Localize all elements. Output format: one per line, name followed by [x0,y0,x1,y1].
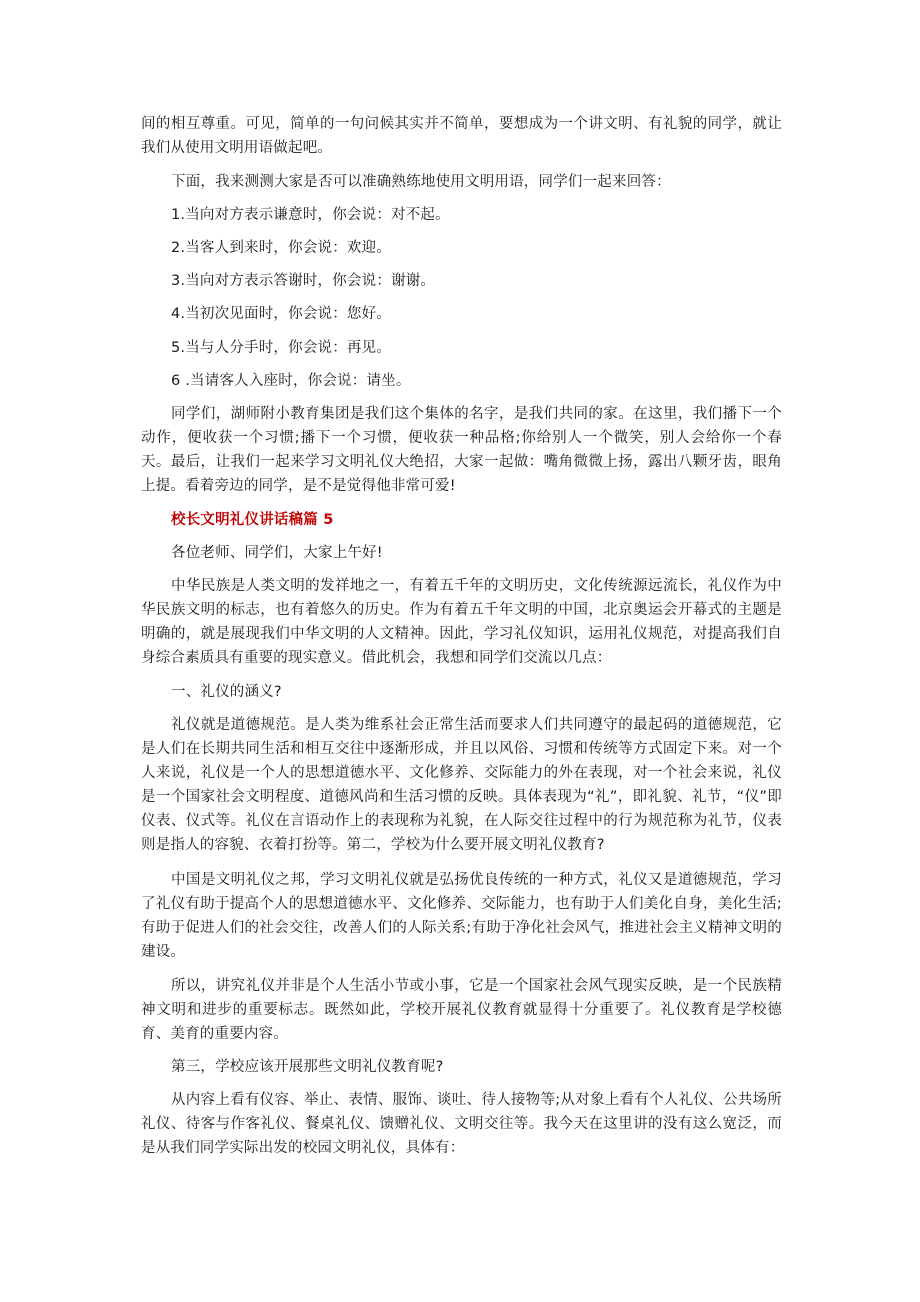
paragraph-intro-end: 间的相互尊重。可见，简单的一句问候其实并不简单，要想成为一个讲文明、有礼貌的同学，就让我们从使用文明用语做起吧。 [141,116,782,156]
paragraph-land-of-etiquette: 中国是文明礼仪之邦，学习文明礼仪就是弘扬优良传统的一种方式，礼仪又是道德规范，学习了礼仪有助于提高个人的思想道德水平、文化修养、交际能力，也有助于人们美化自身，美化生活;有助于促进人们的社会交往，改善人们的人际关系;有助于净化社会风气，推进社会主义精神文明的建设。 [141,872,782,960]
paragraph-importance: 所以，讲究礼仪并非是个人生活小节或小事，它是一个国家社会风气现实反映，是一个民族精神文明和进步的重要标志。既然如此，学校开展礼仪教育就显得十分重要了。礼仪教育是学校德育、美育的重要内容。 [141,978,782,1042]
paragraph-content-scope: 从内容上看有仪容、举止、表情、服饰、谈吐、待人接物等;从对象上看有个人礼仪、公共场所礼仪、待客与作客礼仪、餐桌礼仪、馈赠礼仪、文明交往等。我今天在这里讲的没有这么宽泛，而是从我们同学实际出发的校园文明礼仪，具体有： [141,1092,782,1156]
quiz-item-4: 4.当初次见面时，你会说：您好。 [171,306,392,322]
quiz-item-2: 2.当客人到来时，你会说：欢迎。 [171,240,392,256]
greeting: 各位老师、同学们，大家上午好! [171,545,383,561]
quiz-item-5: 5.当与人分手时，你会说：再见。 [171,340,392,356]
paragraph-chinese-civilization: 中华民族是人类文明的发祥地之一，有着五千年的文明历史，文化传统源远流长，礼仪作为中华民族文明的标志，也有着悠久的历史。作为有着五千年文明的中国，北京奥运会开幕式的主题是明确的，就是展现我们中华文明的人文精神。因此，学习礼仪知识，运用礼仪规范，对提高我们自身综合素质具有重要的现实意义。借此机会，我想和同学们交流以几点： [141,578,782,666]
paragraph-school-family: 同学们，湖师附小教育集团是我们这个集体的名字，是我们共同的家。在这里，我们播下一个动作，便收获一个习惯;播下一个习惯，便收获一种品格;你给别人一个微笑，别人会给你一个春天。最后，让我们一起来学习文明礼仪大绝招，大家一起做：嘴角微微上扬，露出八颗牙齿，眼角上提。看着旁边的同学，是不是觉得他非常可爱! [141,406,782,494]
quiz-item-3: 3.当向对方表示答谢时，你会说：谢谢。 [171,273,436,289]
paragraph-quiz-intro: 下面，我来测测大家是否可以准确熟练地使用文明用语，同学们一起来回答： [171,174,671,190]
quiz-item-6: 6 .当请客人入座时，你会说：请坐。 [171,373,411,389]
heading-etiquette-meaning: 一、礼仪的涵义? [171,684,282,700]
paragraph-etiquette-definition: 礼仪就是道德规范。是人类为维系社会正常生活而要求人们共同遵守的最起码的道德规范，它是人们在长期共同生活和相互交往中逐渐形成，并且以风俗、习惯和传统等方式固定下来。对一个人来说，礼仪是一个人的思想道德水平、文化修养、交际能力的外在表现，对一个社会来说，礼仪是一个国家社会文明程度、道德风尚和生活习惯的反映。具体表现为“礼”，即礼貌、礼节，“仪”即仪表、仪式等。礼仪在言语动作上的表现称为礼貌，在人际交往过程中的行为规范称为礼节，仪表则是指人的容貌、衣着打扮等。第二，学校为什么要开展文明礼仪教育? [141,717,782,853]
section-title: 校长文明礼仪讲话稿篇 5 [171,512,334,528]
heading-what-education: 第三，学校应该开展那些文明礼仪教育呢? [171,1059,444,1075]
quiz-item-1: 1.当向对方表示谦意时，你会说：对不起。 [171,207,450,223]
